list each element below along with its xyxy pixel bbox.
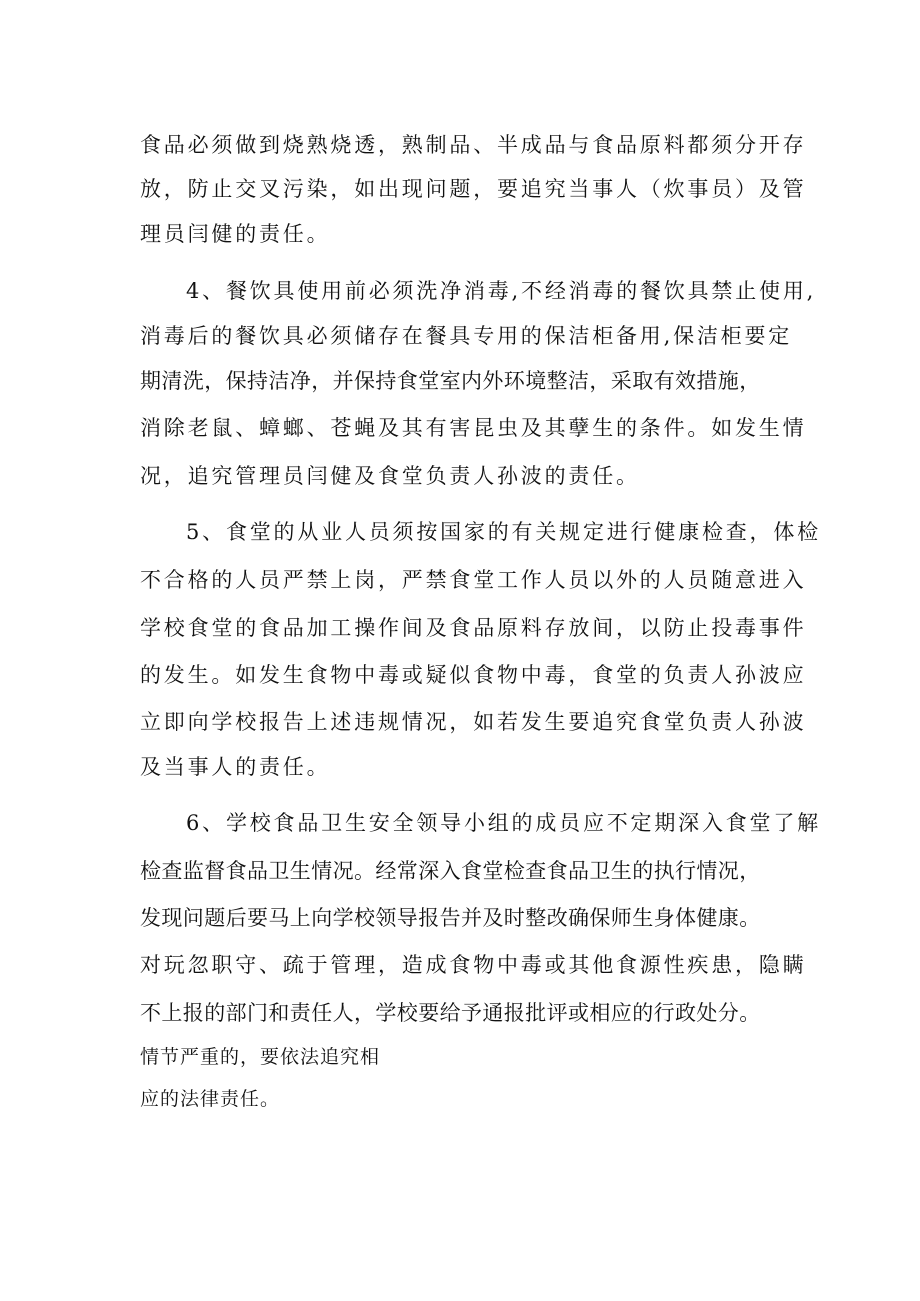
paragraph-line: 应的法律责任。	[140, 1088, 281, 1110]
paragraph-line: 不合格的人员严禁上岗，严禁食堂工作人员以外的人员随意进入	[140, 568, 807, 592]
paragraph-line: 消毒后的餐饮具必须储存在餐具专用的保洁柜备用,保洁柜要定	[140, 324, 793, 348]
paragraph-line: 期清洗，保持洁净，并保持食堂室内外环境整洁，采取有效措施，	[140, 369, 761, 393]
paragraph-line: 学校食堂的食品加工操作间及食品原料存放间，以防止投毒事件	[140, 616, 807, 640]
paragraph-line: 5、食堂的从业人员须按国家的有关规定进行健康检查，体检	[186, 520, 821, 544]
paragraph-line: 发现问题后要马上向学校领导报告并及时整改确保师生身体健康。	[140, 906, 761, 930]
paragraph-line: 立即向学校报告上述违规情况，如若发生要追究食堂负责人孙波	[140, 710, 807, 734]
paragraph-line: 放，防止交叉污染，如出现问题，要追究当事人（炊事员）及管	[140, 177, 807, 201]
paragraph-line: 4、餐饮具使用前必须洗净消毒,不经消毒的餐饮具禁止使用,	[186, 279, 817, 303]
paragraph-line: 食品必须做到烧熟烧透，熟制品、半成品与食品原料都须分开存	[140, 133, 807, 157]
paragraph-line: 况，追究管理员闫健及食堂负责人孙波的责任。	[140, 464, 640, 488]
paragraph-line: 6、学校食品卫生安全领导小组的成员应不定期深入食堂了解	[186, 811, 821, 835]
paragraph-line: 不上报的部门和责任人，学校要给予通报批评或相应的行政处分。	[140, 1001, 761, 1025]
paragraph-line: 检查监督食品卫生情况。经常深入食堂检查食品卫生的执行情况，	[140, 859, 761, 883]
paragraph-line: 情节严重的，要依法追究相	[140, 1046, 381, 1068]
paragraph-line: 消除老鼠、蟑螂、苍蝇及其有害昆虫及其孽生的条件。如发生情	[140, 416, 807, 440]
paragraph-line: 理员闫健的责任。	[140, 222, 331, 246]
paragraph-line: 的发生。如发生食物中毒或疑似食物中毒，食堂的负责人孙波应	[140, 663, 807, 687]
paragraph-line: 对玩忽职守、疏于管理，造成食物中毒或其他食源性疾患，隐瞒	[140, 953, 807, 977]
paragraph-line: 及当事人的责任。	[140, 755, 331, 779]
